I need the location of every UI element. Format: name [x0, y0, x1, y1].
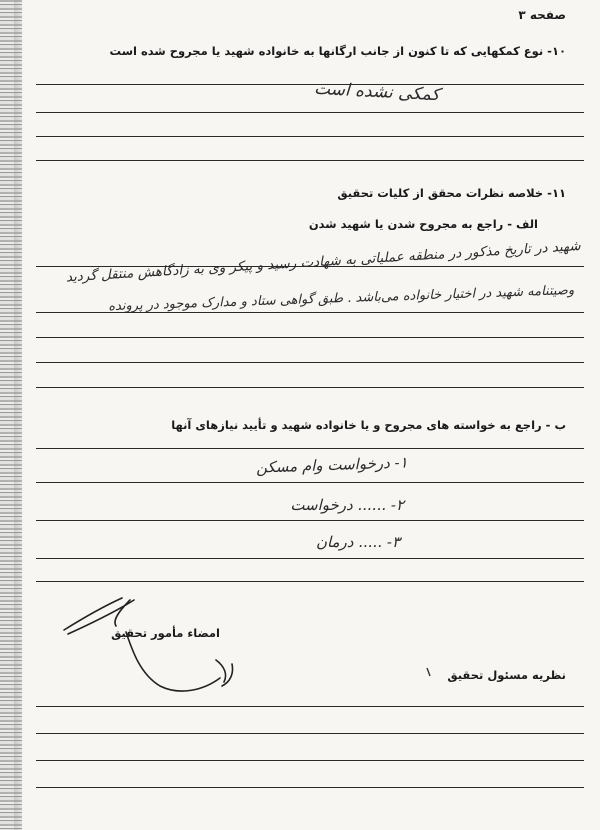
section-10-handwritten: کمکی نشده است	[313, 78, 441, 106]
ruled-line	[36, 787, 584, 788]
ruled-line	[36, 266, 584, 267]
ruled-line	[36, 760, 584, 761]
ruled-line	[36, 112, 584, 113]
section-11a-title: الف - راجع به مجروح شدن یا شهید شدن	[308, 217, 538, 231]
section-11-title: ۱۱- خلاصه نظرات محقق از کلیات تحقیق	[337, 186, 566, 200]
section-11b-handwritten-line-2: ۲- ...... درخواست	[290, 496, 404, 514]
handwritten-tick-mark	[425, 666, 435, 678]
ruled-line	[36, 84, 584, 85]
ruled-line	[36, 337, 584, 338]
ruled-line	[36, 706, 584, 707]
ruled-line	[36, 448, 584, 449]
section-11b-handwritten-line-3: ۳- ..... درمان	[315, 533, 400, 551]
section-11b-handwritten-line-1: ۱- درخواست وام مسکن	[256, 453, 409, 477]
ruled-line	[36, 136, 584, 137]
ruled-line	[36, 160, 584, 161]
ruled-line	[36, 482, 584, 483]
scan-binder-edge	[0, 0, 22, 830]
ruled-line	[36, 558, 584, 559]
ruled-line	[36, 387, 584, 388]
section-11a-handwritten-line-1: شهید در تاریخ مذکور در منطقه عملیاتی به شهادت رسید و پیکر وی به زادگاهش منتقل گردید	[64, 238, 581, 286]
ruled-line	[36, 733, 584, 734]
page-number: صفحه ۳	[518, 8, 566, 22]
section-11a-handwritten-line-2: وصیتنامه شهید در اختیار خانواده می‌باشد . طبق گواهی ستاد و مدارک موجود در پرونده	[107, 283, 575, 315]
ruled-line	[36, 362, 584, 363]
section-11b-title: ب - راجع به خواسته های مجروح و یا خانواده شهید و تأیید نیازهای آنها	[171, 418, 566, 432]
ruled-line	[36, 312, 584, 313]
supervisor-opinion-label: نظریه مسئول تحقیق	[447, 668, 566, 682]
investigator-signature-label: امضاء مأمور تحقیق	[111, 626, 220, 640]
investigator-signature-loop	[120, 630, 260, 700]
ruled-line	[36, 581, 584, 582]
ruled-line	[36, 520, 584, 521]
section-10-title: ۱۰- نوع کمکهایی که تا کنون از جانب ارگانها به خانواده شهید یا مجروح شده است	[109, 44, 566, 58]
